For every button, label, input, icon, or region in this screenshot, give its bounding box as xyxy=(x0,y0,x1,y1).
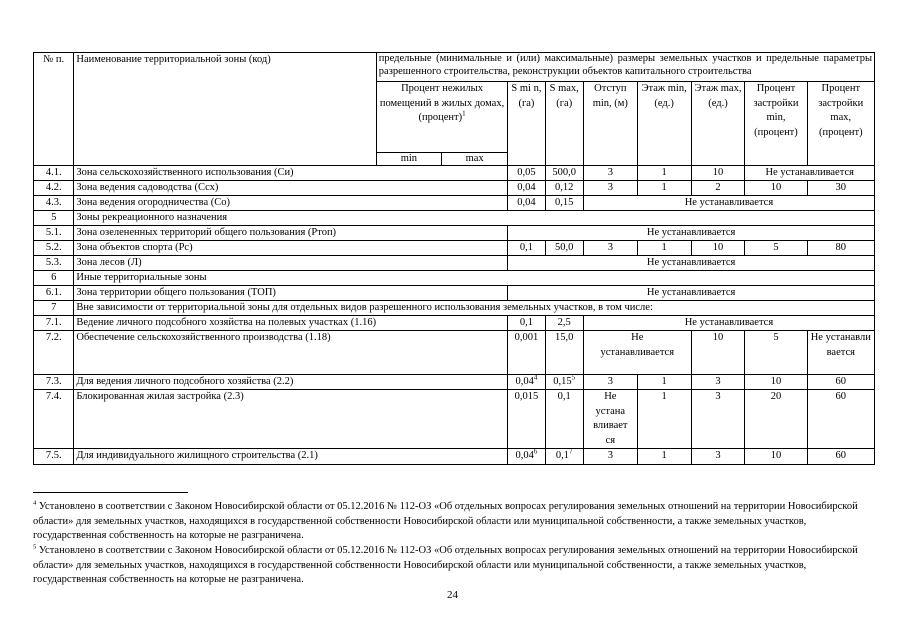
section-title: Иные территориальные зоны xyxy=(74,271,875,286)
build-min-value: 20 xyxy=(745,390,807,449)
header-params-title: предельные (минимальные и (или) максимальные) размеры земельных участков и предельные параметры разрешенного строительства, реконструкции объектов капитального строительства xyxy=(376,53,874,82)
row-number: 5.2. xyxy=(34,241,74,256)
table-row xyxy=(34,375,875,390)
setback-value: Не устана вливает ся xyxy=(583,390,637,449)
footnote-4: $^4$ Установлено в соответствии с Законом Новосибирской области от 05.12.2016 № 112-ОЗ «Об отдельных вопросах регулирования земельных отношений на территории Новосибирской области» для земельных участков, находящихся в государственной собственности Новосибирской области или муниципальной собственности, а также земельных участков, государственная собственность на которые не разграничена. xyxy=(33,499,858,541)
s-min-value: 0,1 xyxy=(508,316,545,331)
setback-value: 3 xyxy=(583,375,637,390)
zone-name: Зона ведения огородничества (Со) xyxy=(74,196,508,211)
floors-min-value: 1 xyxy=(637,449,691,465)
header-num: № п. xyxy=(34,53,74,166)
build-min-value: 10 xyxy=(745,375,807,390)
header-max: max xyxy=(442,153,508,166)
table-row xyxy=(34,196,875,211)
table-row xyxy=(34,331,875,375)
row-number: 4.3. xyxy=(34,196,74,211)
row-number: 5 xyxy=(34,211,74,226)
table-row xyxy=(34,390,875,449)
row-number: 7 xyxy=(34,301,74,316)
floors-min-value: 1 xyxy=(637,375,691,390)
header-floors-min: Этаж min, (ед.) xyxy=(637,82,691,166)
row-number: 7.5. xyxy=(34,449,74,465)
section-title: Вне зависимости от территориальной зоны для отдельных видов разрешенного использования земельных участков, в том числе: xyxy=(74,301,875,316)
table-row xyxy=(34,256,875,271)
header-min: min xyxy=(376,153,441,166)
build-max-value: 60 xyxy=(807,375,874,390)
header-build-max: Процент застройки max, (процент) xyxy=(807,82,874,166)
zone-name: Зона сельскохозяйственного использования (Си) xyxy=(74,166,508,181)
s-max-value: 0,1 xyxy=(545,390,583,449)
zone-name: Обеспечение сельскохозяйственного производства (1.18) xyxy=(74,331,508,375)
s-max-value: 500,0 xyxy=(545,166,583,181)
header-zone-name: Наименование территориальной зоны (код) xyxy=(74,53,376,166)
header-s-max: S max, (га) xyxy=(545,82,583,166)
header-setback: Отступ min, (м) xyxy=(583,82,637,166)
build-max-value: 60 xyxy=(807,390,874,449)
table-row xyxy=(34,301,875,316)
table-row xyxy=(34,316,875,331)
not-set-value: Не устанавливается xyxy=(508,256,875,271)
footnote-5: $^5$ Установлено в соответствии с Законом Новосибирской области от 05.12.2016 № 112-ОЗ «Об отдельных вопросах регулирования земельных отношений на территории Новосибирской области» для земельных участков, находящихся в государственной собственности Новосибирской области или муниципальной собственности, а также земельных участков, государственная собственность на которые не разграничена. xyxy=(33,543,858,585)
s-max-value: 2,5 xyxy=(545,316,583,331)
build-min-value: 5 xyxy=(745,331,807,375)
setback-value: 3 xyxy=(583,166,637,181)
floors-min-value: 1 xyxy=(637,166,691,181)
table-row xyxy=(34,166,875,181)
s-min-value: 0,04 xyxy=(508,196,545,211)
zone-name: Зона ведения садоводства (Ссх) xyxy=(74,181,508,196)
build-max-value: 60 xyxy=(807,449,874,465)
row-number: 7.1. xyxy=(34,316,74,331)
table-row xyxy=(34,211,875,226)
s-min-value: 0,04$^4$ xyxy=(508,375,545,390)
header-build-min: Процент застройки min, (процент) xyxy=(745,82,807,166)
s-min-value: 0,04 xyxy=(508,181,545,196)
row-number: 7.4. xyxy=(34,390,74,449)
table-row xyxy=(34,449,875,465)
floors-max-value: 3 xyxy=(691,449,745,465)
header-row-1 xyxy=(34,53,875,82)
row-number: 6.1. xyxy=(34,286,74,301)
s-max-value: $0,1^7$ xyxy=(545,449,583,465)
section-title: Зоны рекреационного назначения xyxy=(74,211,875,226)
zone-name: Зона объектов спорта (Рс) xyxy=(74,241,508,256)
build-min-value: 10 xyxy=(745,449,807,465)
row-number: 5.3. xyxy=(34,256,74,271)
build-percent-value: Не устанавливается xyxy=(745,166,875,181)
not-set-value: Не устанавливается xyxy=(583,331,691,375)
row-number: 4.2. xyxy=(34,181,74,196)
s-max-value: 50,0 xyxy=(545,241,583,256)
setback-value: 3 xyxy=(583,241,637,256)
not-set-value: Не устанавливается xyxy=(508,286,875,301)
table-row xyxy=(34,181,875,196)
build-min-value: 10 xyxy=(745,181,807,196)
s-min-value: 0,05 xyxy=(508,166,545,181)
page-number: 24 xyxy=(447,589,458,601)
s-min-value: 0,1 xyxy=(508,241,545,256)
floors-min-value: 1 xyxy=(637,241,691,256)
zone-name: Для ведения личного подсобного хозяйства (2.2) xyxy=(74,375,508,390)
table-row xyxy=(34,286,875,301)
not-set-value: Не устанавливается xyxy=(583,196,874,211)
zone-name: Зона озелененных территорий общего пользования (Ртоп) xyxy=(74,226,508,241)
table-row xyxy=(34,226,875,241)
row-number: 4.1. xyxy=(34,166,74,181)
zones-table xyxy=(33,52,875,465)
floors-max-value: 10 xyxy=(691,241,745,256)
build-min-value: 5 xyxy=(745,241,807,256)
s-max-value: 0,15$^5$ xyxy=(545,375,583,390)
row-number: 6 xyxy=(34,271,74,286)
header-s-min: S mi n, (га) xyxy=(508,82,545,166)
build-max-value: Не устанавли вается xyxy=(807,331,874,375)
zone-name: Блокированная жилая застройка (2.3) xyxy=(74,390,508,449)
floors-max-value: 10 xyxy=(691,166,745,181)
row-number: 5.1. xyxy=(34,226,74,241)
floors-min-value: 1 xyxy=(637,390,691,449)
zone-name: Ведение личного подсобного хозяйства на полевых участках (1.16) xyxy=(74,316,508,331)
s-min-value: 0,001 xyxy=(508,331,545,375)
build-max-value: 80 xyxy=(807,241,874,256)
row-number: 7.2. xyxy=(34,331,74,375)
s-min-value: 0,04$^6$ xyxy=(508,449,545,465)
table-row xyxy=(34,241,875,256)
floors-max-value: 2 xyxy=(691,181,745,196)
floors-max-value: 3 xyxy=(691,375,745,390)
floors-max-value: 10 xyxy=(691,331,745,375)
header-nonres-percent: Процент нежилых помещений в жилых домах, (процент)$^1$ xyxy=(376,82,508,153)
setback-value: 3 xyxy=(583,181,637,196)
not-set-value: Не устанавливается xyxy=(583,316,874,331)
zone-name: Зона лесов (Л) xyxy=(74,256,508,271)
s-min-value: 0,015 xyxy=(508,390,545,449)
footnote-separator xyxy=(33,492,188,493)
s-max-value: 0,12 xyxy=(545,181,583,196)
s-max-value: 0,15 xyxy=(545,196,583,211)
header-floors-max: Этаж max, (ед.) xyxy=(691,82,745,166)
not-set-value: Не устанавливается xyxy=(508,226,875,241)
table-row xyxy=(34,271,875,286)
floors-min-value: 1 xyxy=(637,181,691,196)
s-max-value: 15,0 xyxy=(545,331,583,375)
floors-max-value: 3 xyxy=(691,390,745,449)
build-max-value: 30 xyxy=(807,181,874,196)
setback-value: 3 xyxy=(583,449,637,465)
zone-name: Для индивидуального жилищного строительства (2.1) xyxy=(74,449,508,465)
row-number: 7.3. xyxy=(34,375,74,390)
zone-name: Зона территории общего пользования (ТОП) xyxy=(74,286,508,301)
